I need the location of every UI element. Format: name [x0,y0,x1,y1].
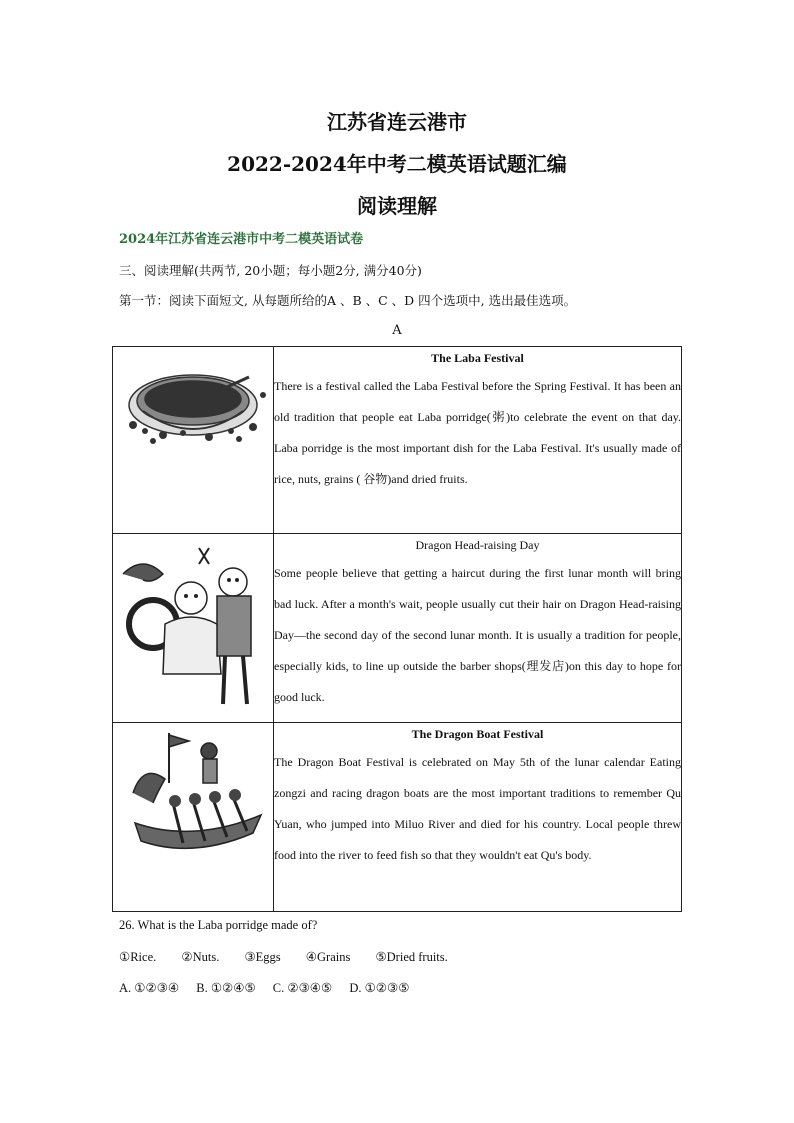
doc-title-collection: 2022-2024年中考二模英语试题汇编 [227,152,567,176]
sub-instructions: 第一节：阅读下面短文, 从每题所给的A 、B 、C 、D 四个选项中, 选出最佳选项。 [119,293,577,308]
choice-b: B. ①②④⑤ [196,981,256,995]
dragon-head-raising-title: Dragon Head-raising Day [415,538,540,552]
laba-festival-title: The Laba Festival [431,351,524,365]
choice-a: A. ①②③④ [119,981,180,995]
laba-porridge-illustration [113,347,274,534]
dragon-haircut-illustration [113,534,274,723]
doc-title-city: 江苏省连云港市 [327,110,467,134]
table-row [113,347,682,534]
list-item: ④Grains [305,950,351,964]
dragon-boat-festival-title: The Dragon Boat Festival [411,727,544,741]
choice-c: C. ②③④⑤ [272,981,333,995]
table-row [113,534,682,723]
question-items [119,949,470,965]
table-row [113,723,682,912]
choice-d: D. ①②③⑤ [349,981,410,995]
dragon-boat-festival-body: The Dragon Boat Festival is celebrated on May 5th of the lunar calendar Eating zongzi and racing dragon boats are the most important traditions to remember Qu Yuan, who jumped into Miluo River and died for his country. Local people threw food into the river to feed fish so that they wouldn't eat Qu's body. [274,755,681,862]
list-item: ①Rice. [119,950,157,964]
dragon-head-raising-text [274,534,682,723]
dragon-boat-illustration [113,723,274,912]
part-instructions: 三、阅读理解(共两节, 20小题；每小题2分, 满分40分) [119,263,422,278]
laba-festival-body: There is a festival called the Laba Festival before the Spring Festival. It has been an old tradition that people eat Laba porridge(粥)to celebrate the event on that day. Laba porridge is the most important dish for the Laba Festival. It's usually made of rice, nuts, grains ( 谷物)and dried fruits. [274,379,681,486]
dragon-head-raising-body: Some people believe that getting a haircut during the first lunar month will bring bad luck. After a month's wait, people usually cut their hair on Dragon Head-raising Day—the second day of the second lunar month. It is usually a tradition for people, especially kids, to line up outside the barber shops(理发店)on this day to hope for good luck. [274,566,681,704]
dragon-boat-festival-text [274,723,682,912]
laba-festival-text [274,347,682,534]
doc-title-topic: 阅读理解 [357,194,437,218]
list-item: ②Nuts. [181,950,220,964]
list-item: ③Eggs [244,950,281,964]
answer-choices [119,980,423,996]
passage-label: A [392,323,402,338]
list-item: ⑤Dried fruits. [375,950,448,964]
exam-section-title: 2024年江苏省连云港市中考二模英语试卷 [119,232,364,247]
reading-table [112,346,682,912]
question-stem: 26. What is the Laba porridge made of? [119,918,318,932]
